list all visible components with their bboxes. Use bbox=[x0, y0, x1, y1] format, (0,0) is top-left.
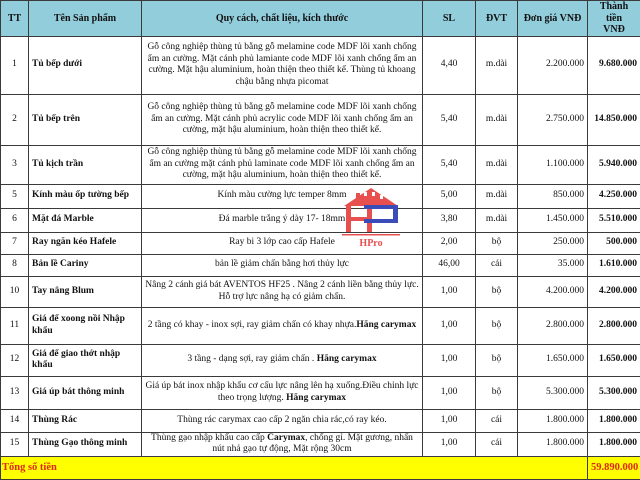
cell-unit-price: 1.450.000 bbox=[518, 208, 588, 232]
cell-line-total: 5.940.000 bbox=[588, 145, 640, 184]
cell-spec: Gỗ công nghiệp thùng tủ bằng gỗ melamine code MDF lõi xanh chống ẩm an cường. Mặt cánh phủ acrylic code MDF lõi xanh chống ẩm an cường, mặt hậu aluminium, hoàn thiện theo thiết kế. bbox=[142, 94, 423, 145]
cell-unit: m.dài bbox=[476, 184, 518, 208]
cell-line-total: 1.610.000 bbox=[588, 254, 640, 276]
table-row bbox=[1, 409, 640, 432]
cell-line-total: 9.680.000 bbox=[588, 36, 640, 94]
cell-qty: 5,00 bbox=[423, 184, 476, 208]
table-row bbox=[1, 36, 640, 94]
table-row bbox=[1, 254, 640, 276]
table-row bbox=[1, 184, 640, 208]
cell-spec: Thùng rác carymax cao cấp 2 ngăn chia rác,có ray kéo. bbox=[142, 409, 423, 432]
cell-qty: 5,40 bbox=[423, 94, 476, 145]
cell-tt: 5 bbox=[1, 184, 29, 208]
cell-tt: 13 bbox=[1, 376, 29, 409]
table-row bbox=[1, 232, 640, 254]
spec-text: 3 tầng - dạng sợi, ray giảm chấn . bbox=[187, 354, 316, 364]
cell-qty: 46,00 bbox=[423, 254, 476, 276]
cell-tt: 1 bbox=[1, 36, 29, 94]
spec-brand: Hãng carymax bbox=[317, 354, 377, 364]
cell-unit-price: 850.000 bbox=[518, 184, 588, 208]
cell-tt: 3 bbox=[1, 145, 29, 184]
cell-qty: 4,40 bbox=[423, 36, 476, 94]
cell-product-name: Tủ bếp trên bbox=[29, 94, 142, 145]
cell-product-name: Giá úp bát thông minh bbox=[29, 376, 142, 409]
header-line-total-1: Thành tiền bbox=[600, 1, 628, 24]
cell-spec: bản lề giảm chấn bằng hơi thủy lực bbox=[142, 254, 423, 276]
cell-qty: 3,80 bbox=[423, 208, 476, 232]
svg-text:HPro: HPro bbox=[359, 238, 382, 248]
cell-tt: 7 bbox=[1, 232, 29, 254]
cell-line-total: 1.800.000 bbox=[588, 409, 640, 432]
header-tt: TT bbox=[1, 1, 29, 37]
cell-unit: m.dài bbox=[476, 208, 518, 232]
cell-unit-price: 1.100.000 bbox=[518, 145, 588, 184]
cell-unit-price: 2.800.000 bbox=[518, 307, 588, 344]
house-logo-icon bbox=[342, 186, 400, 248]
cell-spec: Gỗ công nghiệp thùng tủ bằng gỗ melamine code MDF lõi xanh chống ẩm an cường mặt cánh phủ laminate code MDF lõi xanh chống ẩm an cường, mặt hậu aluminium, hoàn thiện theo thiết kế. bbox=[142, 145, 423, 184]
cell-tt: 2 bbox=[1, 94, 29, 145]
cell-line-total: 1.650.000 bbox=[588, 344, 640, 376]
cell-line-total: 4.250.000 bbox=[588, 184, 640, 208]
header-spec: Quy cách, chất liệu, kích thước bbox=[142, 1, 423, 37]
cell-qty: 5,40 bbox=[423, 145, 476, 184]
header-qty: SL bbox=[423, 1, 476, 37]
table-row bbox=[1, 376, 640, 409]
cell-product-name: Tủ kịch trần bbox=[29, 145, 142, 184]
hpro-logo bbox=[342, 186, 400, 248]
cell-unit-price: 1.800.000 bbox=[518, 409, 588, 432]
grand-total-row bbox=[1, 456, 640, 479]
cell-qty: 2,00 bbox=[423, 232, 476, 254]
cell-unit: bộ bbox=[476, 376, 518, 409]
header-row bbox=[1, 1, 640, 37]
cell-product-name: Giá để giao thớt nhập khẩu bbox=[29, 344, 142, 376]
table-row bbox=[1, 344, 640, 376]
cell-line-total: 5.300.000 bbox=[588, 376, 640, 409]
cell-spec bbox=[142, 376, 423, 409]
spec-text: , chống gỉ. Mặt gương, nhấn nút nhả gạo tự động, Mặt rộng 30cm bbox=[212, 433, 413, 455]
header-unit-price: Đơn giá VNĐ bbox=[518, 1, 588, 37]
cell-qty: 1,00 bbox=[423, 432, 476, 456]
cell-product-name: Tay nâng Blum bbox=[29, 276, 142, 307]
cell-product-name: Thùng Rác bbox=[29, 409, 142, 432]
spec-text-pre: Thùng gạo nhập khẩu cao cấp bbox=[151, 433, 267, 443]
table-row bbox=[1, 432, 640, 456]
header-line-total bbox=[588, 1, 640, 37]
cell-line-total: 1.800.000 bbox=[588, 432, 640, 456]
cell-unit-price: 1.650.000 bbox=[518, 344, 588, 376]
cell-product-name: Giá để xoong nồi Nhập khẩu bbox=[29, 307, 142, 344]
cell-tt: 6 bbox=[1, 208, 29, 232]
cell-spec: Nâng 2 cánh giá bát AVENTOS HF25 . Nâng 2 cánh liền bằng thủy lực. Hỗ trợ lực nâng hạ có giảm chấn. bbox=[142, 276, 423, 307]
spec-text: Giá úp bát inox nhập khẩu cơ cấu lực nâng lên hạ xuống.Điều chỉnh lực theo trọng lượng. bbox=[145, 381, 418, 403]
spec-brand: Hãng carymax bbox=[356, 320, 416, 330]
cell-product-name: Tủ bếp dưới bbox=[29, 36, 142, 94]
cell-unit-price: 35.000 bbox=[518, 254, 588, 276]
cell-spec: Ray bi 3 lớp cao cấp Hafele bbox=[142, 232, 423, 254]
header-line-total-2: VNĐ bbox=[603, 24, 625, 35]
cell-line-total: 2.800.000 bbox=[588, 307, 640, 344]
table-row bbox=[1, 94, 640, 145]
cell-unit: bộ bbox=[476, 232, 518, 254]
cell-unit: m.dài bbox=[476, 145, 518, 184]
table-row bbox=[1, 307, 640, 344]
header-product-name: Tên Sản phẩm bbox=[29, 1, 142, 37]
cell-qty: 1,00 bbox=[423, 344, 476, 376]
cell-tt: 12 bbox=[1, 344, 29, 376]
cell-qty: 1,00 bbox=[423, 276, 476, 307]
spec-brand: Hãng carymax bbox=[286, 393, 346, 403]
cell-unit-price: 2.200.000 bbox=[518, 36, 588, 94]
cell-qty: 1,00 bbox=[423, 376, 476, 409]
cell-tt: 14 bbox=[1, 409, 29, 432]
cell-line-total: 5.510.000 bbox=[588, 208, 640, 232]
header-unit: ĐVT bbox=[476, 1, 518, 37]
cell-unit-price: 4.200.000 bbox=[518, 276, 588, 307]
cell-spec bbox=[142, 432, 423, 456]
table-row bbox=[1, 276, 640, 307]
cell-product-name: Mặt đá Marble bbox=[29, 208, 142, 232]
cell-qty: 1,00 bbox=[423, 409, 476, 432]
cell-tt: 11 bbox=[1, 307, 29, 344]
cell-unit: cái bbox=[476, 409, 518, 432]
grand-total-label: Tổng số tiền bbox=[1, 456, 588, 479]
cell-unit-price: 250.000 bbox=[518, 232, 588, 254]
cell-spec bbox=[142, 344, 423, 376]
cell-tt: 10 bbox=[1, 276, 29, 307]
cell-line-total: 500.000 bbox=[588, 232, 640, 254]
cell-unit: m.dài bbox=[476, 94, 518, 145]
cell-spec bbox=[142, 307, 423, 344]
cell-unit-price: 1.800.000 bbox=[518, 432, 588, 456]
cell-product-name: Ray ngăn kéo Hafele bbox=[29, 232, 142, 254]
cell-unit: bộ bbox=[476, 344, 518, 376]
table-row bbox=[1, 145, 640, 184]
cell-spec: Đá marble trắng ý dày 17- 18mm bbox=[142, 208, 423, 232]
cell-product-name: Kính màu ốp tường bếp bbox=[29, 184, 142, 208]
cell-unit: bộ bbox=[476, 307, 518, 344]
cell-product-name: Bản lề Cariny bbox=[29, 254, 142, 276]
cell-unit: cái bbox=[476, 254, 518, 276]
cell-spec: Kính màu cường lực temper 8mm bbox=[142, 184, 423, 208]
cell-unit: m.dài bbox=[476, 36, 518, 94]
cell-line-total: 14.850.000 bbox=[588, 94, 640, 145]
cell-spec: Gỗ công nghiệp thùng tủ bằng gỗ melamine code MDF lõi xanh chống ẩm an cường. Mặt cánh phủ lamiante code MDF lõi xanh chống ẩm an cường. Mặt hậu aluminium, hoàn thiện theo thiết kế. Thùng tủ khoang chậu bằng nhựa picomat bbox=[142, 36, 423, 94]
cell-qty: 1,00 bbox=[423, 307, 476, 344]
spec-text: 2 tầng có khay - inox sợi, ray giảm chấn có khay nhựa. bbox=[148, 320, 357, 330]
cell-tt: 8 bbox=[1, 254, 29, 276]
cell-unit-price: 2.750.000 bbox=[518, 94, 588, 145]
cell-line-total: 4.200.000 bbox=[588, 276, 640, 307]
cell-unit-price: 5.300.000 bbox=[518, 376, 588, 409]
grand-total-value: 59.890.000 bbox=[588, 456, 640, 479]
cell-unit: bộ bbox=[476, 276, 518, 307]
table-row bbox=[1, 208, 640, 232]
cell-product-name: Thùng Gạo thông minh bbox=[29, 432, 142, 456]
cell-tt: 15 bbox=[1, 432, 29, 456]
cell-unit: cái bbox=[476, 432, 518, 456]
spec-brand: Carymax bbox=[267, 433, 305, 443]
